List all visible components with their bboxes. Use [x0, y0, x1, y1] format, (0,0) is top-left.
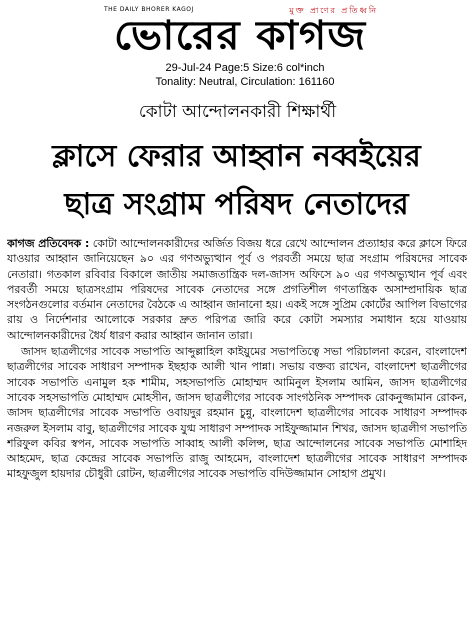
article-paragraph-2: জাসদ ছাত্রলীগের সাবেক সভাপতি আব্দুল্লাহিল কাইয়ুমের সভাপতিত্বে সভা পরিচালনা করেন, বাংলাদেশ ছাত্রলীগের সাবেক সাধারণ সম্পাদক ইছহাক আলী খান পান্না। সভায় বক্তব্য রাখেন, বাংলাদেশ ছাত্রলীগের সাবেক সভাপতি এনামুল হক শামীম, সহসভাপতি মোহাম্মদ আমিনুল ইসলাম আমিন, জাসদ ছাত্রলীগের সাবেক সহসভাপতি মোহাম্মদ মোহসীন, জাসদ ছাত্রলীগের সাবেক সাংগঠনিক সম্পাদক রোকনুজ্জামান রোকন, জাসদ ছাত্রলীগের সাবেক সভাপতি ওবায়দুর রহমান চুন্নু, বাংলাদেশ ছাত্রলীগের সাবেক সাধারণ সম্পাদক নজরুল ইসলাম বাবু, ছাত্রলীগের সাবেক যুগ্ম সাধারণ সম্পাদক সাইফুজ্জামান শিখর, জাসদ ছাত্রলীগ সভাপতি শরিফুল কবির স্বপন, সাবেক সভাপতি সাব্বাহ আলী কলিন্স, ছাত্র আন্দোলনের সাবেক সভাপতি মোশাহিদ আহমেদ, ছাত্র কেন্দ্রের সাবেক সভাপতি রাজু আহমেদ, বাংলাদেশ ছাত্রলীগের সাবেক সাধারণ সম্পাদক মাহফুজুল হায়দার চৌধুরী রোটন, ছাত্রলীগের সাবেক সভাপতি বদিউজ্জামান সোহাগ প্রমুখ। — [7, 345, 467, 481]
byline: কাগজ প্রতিবেদক : — [7, 237, 90, 250]
masthead-english-name: THE DAILY BHORER KAGOJ — [104, 6, 194, 13]
article-body — [7, 236, 467, 618]
masthead-tagline: মুক্ত প্রাণের প্রতিধ্বনি — [289, 6, 378, 15]
paragraph-1-text: কোটা আন্দোলনকারীদের অর্জিত বিজয় ধরে রেখে আন্দোলন প্রত্যাহার করে ক্লাসে ফিরে যাওয়ার আহ্বান জানিয়েছেন ৯০ এর গণঅভ্যুত্থান পূর্ব ও পরবর্তী সময়ে ছাত্র সংগ্রাম পরিষদের সাবেক নেতারা। গতকাল রবিবার বিকালে জাতীয় সমাজতান্ত্রিক দল-জাসদ অফিসে ৯০ এর গণঅভ্যুত্থান পূর্ব এবং পরবর্তী সময়ে ছাত্রসংগ্রাম পরিষদের সাবেক নেতাদের সঙ্গে প্রগতিশীল গণতান্ত্রিক অসাম্প্রদায়িক ছাত্র সংগঠনগুলোর বর্তমান নেতাদের বৈঠকে এ আহ্বান জানানো হয়। একই সঙ্গে সুপ্রিম কোর্টের আপিল বিভাগের রায় ও নির্দেশনার আলোকে সরকার দ্রুত পরিপত্র জারি করে কোটা সমস্যার সমাধান হয়ে যাওয়ায় আন্দোলনকারীদের ধৈর্য ধারণ করার আহ্বান জানান তারা। — [7, 237, 467, 342]
headline-line-2: ছাত্র সংগ্রাম পরিষদ নেতাদের — [64, 187, 409, 222]
headline-line-1: ক্লাসে ফেরার আহ্বান নব্বইয়ের — [52, 139, 421, 174]
newspaper-logo-title: ভোরের কাগজ — [113, 12, 367, 59]
clipping-meta-date-page: 29-Jul-24 Page:5 Size:6 col*inch — [165, 62, 325, 74]
article-kicker: কোটা আন্দোলনকারী শিক্ষার্থী — [138, 102, 337, 122]
masthead — [90, 4, 390, 60]
clipping-meta-tonality: Tonality: Neutral, Circulation: 161160 — [155, 76, 335, 88]
article-paragraph-1 — [7, 236, 467, 343]
